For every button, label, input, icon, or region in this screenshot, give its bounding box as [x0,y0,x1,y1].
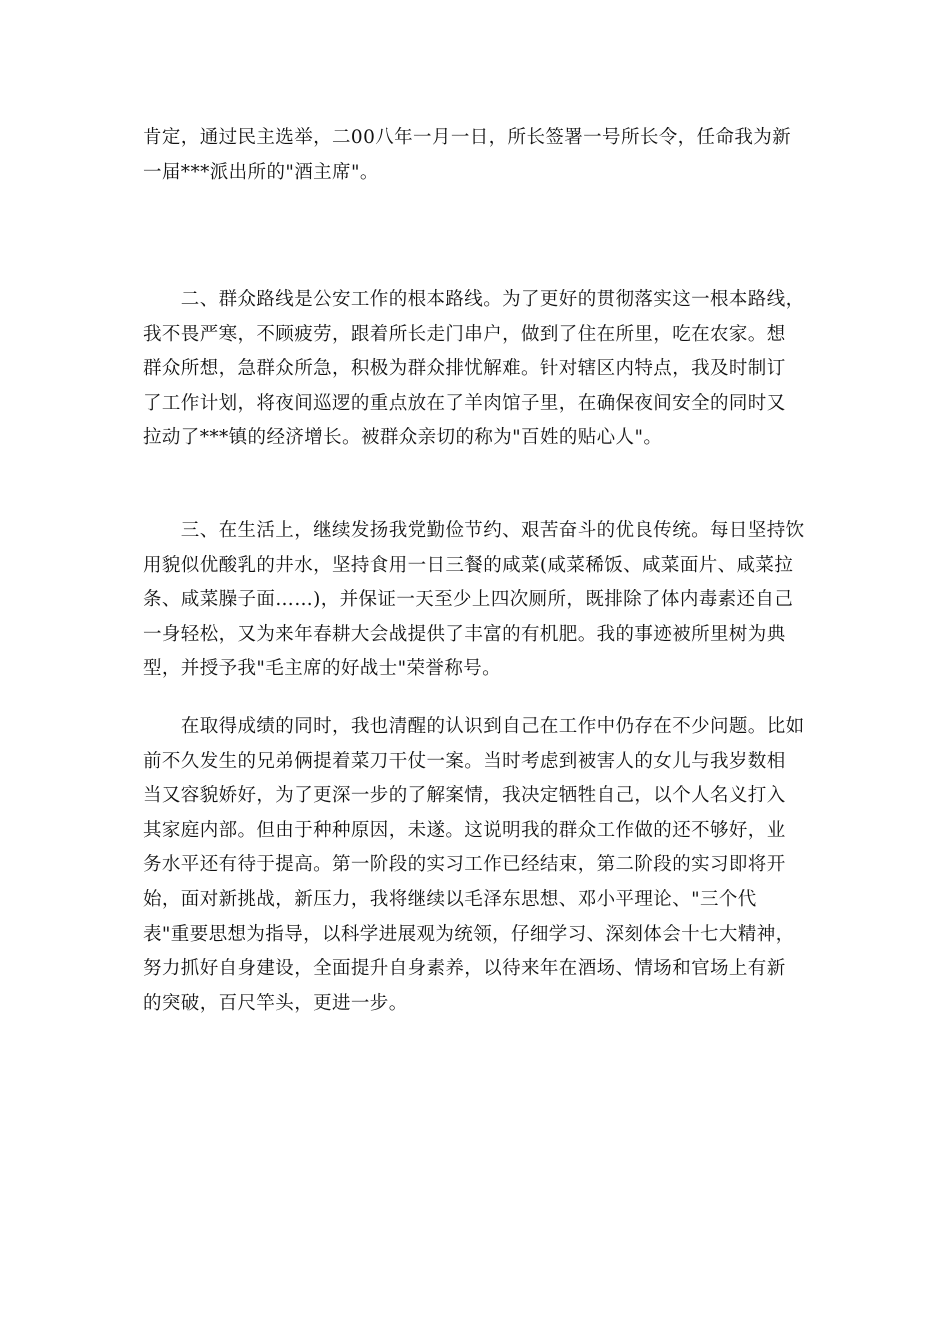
text-line: 当又容貌娇好，为了更深一步的了解案情，我决定牺牲自己，以个人名义打入 [143,785,786,807]
text-line: 始，面对新挑战，新压力，我将继续以毛泽东思想、邓小平理论、"三个代 [143,888,757,910]
paragraph-3 [143,514,815,687]
text-line: 用貌似优酸乳的井水，坚持食用一日三餐的咸菜(咸菜稀饭、咸菜面片、咸菜拉 [143,554,794,576]
text-line: 表"重要思想为指导，以科学进展观为统领，仔细学习、深刻体会十七大精神， [143,923,795,945]
text-line: 我不畏严寒，不顾疲劳，跟着所长走门串户，做到了住在所里，吃在农家。想 [143,323,786,345]
text-line: 三、在生活上，继续发扬我党勤俭节约、艰苦奋斗的优良传统。每日坚持饮 [143,520,805,541]
text-line: 在取得成绩的同时，我也清醒的认识到自己在工作中仍存在不少问题。比如 [143,716,805,737]
text-line: 条、咸菜臊子面……)，并保证一天至少上四次厕所，既排除了体内毒素还自己 [143,589,794,611]
paragraph-1 [143,121,815,190]
text-line: 群众所想，急群众所急，积极为群众排忧解难。针对辖区内特点，我及时制订 [143,358,786,380]
paragraph-2 [143,283,815,456]
text-line: 务水平还有待于提高。第一阶段的实习工作已经结束，第二阶段的实习即将开 [143,854,786,876]
text-line: 型，并授予我"毛主席的好战士"荣誉称号。 [143,658,502,680]
text-line: 一身轻松，又为来年春耕大会战提供了丰富的有机肥。我的事迹被所里树为典 [143,623,786,645]
text-line: 努力抓好自身建设，全面提升自身素养，以待来年在酒场、情场和官场上有新 [143,958,786,980]
text-line: 了工作计划，将夜间巡逻的重点放在了羊肉馆子里，在确保夜间安全的同时又 [143,392,786,414]
text-line: 拉动了***镇的经济增长。被群众亲切的称为"百姓的贴心人"。 [143,427,663,449]
text-line: 其家庭内部。但由于种种原因，未遂。这说明我的群众工作做的还不够好，业 [143,819,786,841]
text-line: 二、群众路线是公安工作的根本路线。为了更好的贯彻落实这一根本路线， [143,289,805,310]
text-line: 的突破，百尺竿头，更进一步。 [143,992,408,1014]
text-line: 肯定，通过民主选举，二00八年一月一日，所长签署一号所长令，任命我为新 [143,127,792,148]
paragraph-4 [143,710,815,1021]
text-line: 一届***派出所的"酒主席"。 [143,161,379,183]
text-line: 前不久发生的兄弟俩提着菜刀干仗一案。当时考虑到被害人的女儿与我岁数相 [143,750,786,772]
